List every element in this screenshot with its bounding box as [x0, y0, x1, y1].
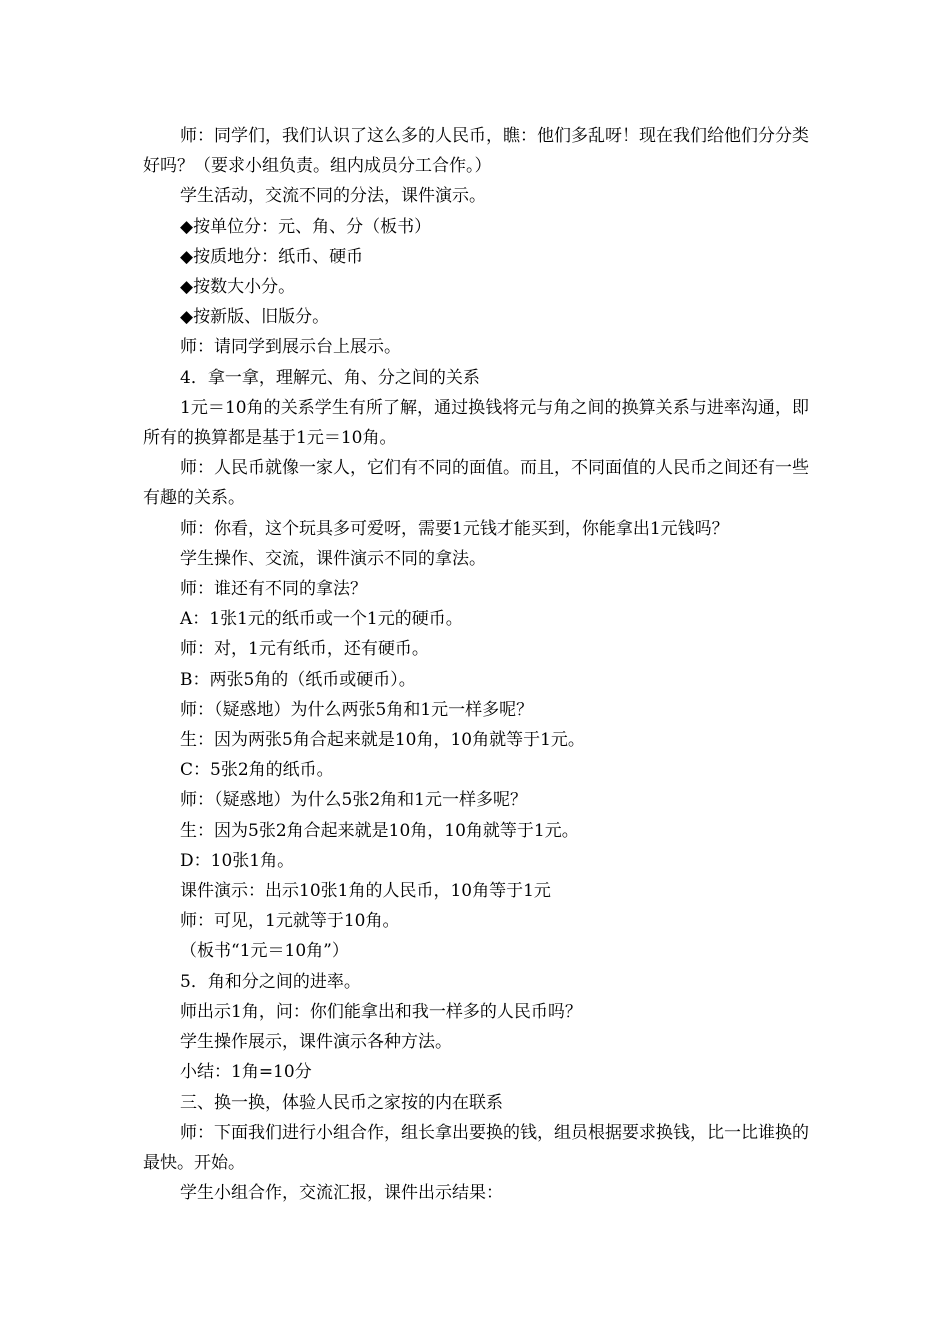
paragraph: 师：人民币就像一家人，它们有不同的面值。而且，不同面值的人民币之间还有一些有趣的关系。	[143, 458, 809, 509]
paragraph: 师：同学们，我们认识了这么多的人民币，瞧：他们多乱呀！现在我们给他们分分类好吗？（要求小组负责。组内成员分工合作。）	[143, 126, 809, 177]
paragraph: 师：可见，1元就等于10角。	[180, 911, 400, 932]
paragraph: ◆按单位分：元、角、分（板书）	[180, 216, 432, 237]
paragraph: 师：谁还有不同的拿法？	[180, 579, 367, 600]
paragraph: 师：下面我们进行小组合作，组长拿出要换的钱，组员根据要求换钱，比一比谁换的最快。开始。	[143, 1122, 809, 1173]
paragraph: ◆按质地分：纸币、硬币	[180, 246, 364, 267]
paragraph: 5．角和分之间的进率。	[180, 971, 361, 992]
paragraph: 师：（疑惑地）为什么5张2角和1元一样多呢？	[180, 790, 527, 811]
paragraph: 学生操作、交流，课件演示不同的拿法。	[180, 548, 486, 569]
paragraph: 三、换一换，体验人民币之家按的内在联系	[180, 1092, 503, 1113]
paragraph: B：两张5角的（纸币或硬币）。	[180, 669, 416, 690]
paragraph: 学生小组合作，交流汇报，课件出示结果：	[180, 1183, 503, 1204]
paragraph: 学生操作展示，课件演示各种方法。	[180, 1032, 452, 1053]
paragraph: 师：请同学到展示台上展示。	[180, 337, 401, 358]
paragraph: 师出示1角，问：你们能拿出和我一样多的人民币吗？	[180, 1001, 582, 1022]
paragraph: ◆按数大小分。	[180, 277, 296, 298]
paragraph: 师：你看，这个玩具多可爱呀，需要1元钱才能买到，你能拿出1元钱吗？	[180, 518, 729, 539]
paragraph: A：1张1元的纸币或一个1元的硬币。	[180, 609, 463, 630]
paragraph: 学生活动，交流不同的分法，课件演示。	[180, 186, 486, 207]
paragraph: 生：因为5张2角合起来就是10角，10角就等于1元。	[180, 820, 579, 841]
paragraph: 生：因为两张5角合起来就是10角，10角就等于1元。	[180, 730, 585, 751]
paragraph: D：10张1角。	[180, 850, 295, 871]
paragraph: 师：对，1元有纸币，还有硬币。	[180, 639, 429, 660]
paragraph: C：5张2角的纸币。	[180, 760, 334, 781]
paragraph: （板书“1元＝10角”）	[180, 941, 349, 962]
paragraph: ◆按新版、旧版分。	[180, 307, 330, 328]
paragraph: 4．拿一拿，理解元、角、分之间的关系	[180, 367, 480, 388]
document-body	[143, 121, 809, 1208]
paragraph: 师：（疑惑地）为什么两张5角和1元一样多呢？	[180, 699, 534, 720]
paragraph: 课件演示：出示10张1角的人民币，10角等于1元	[180, 881, 551, 902]
paragraph: 小结：1角=10分	[180, 1062, 312, 1083]
paragraph: 1元＝10角的关系学生有所了解，通过换钱将元与角之间的换算关系与进率沟通，即所有的换算都是基于1元＝10角。	[143, 397, 809, 449]
